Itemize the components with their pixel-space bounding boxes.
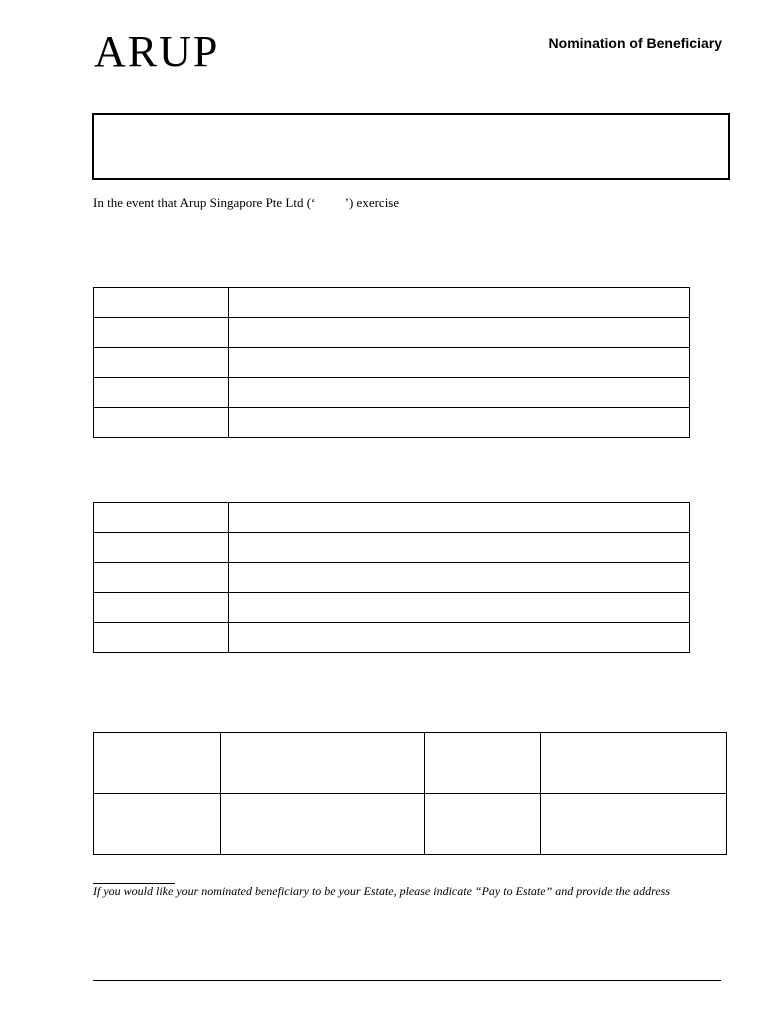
- table-label-cell: [94, 318, 229, 348]
- table-row: [94, 408, 690, 438]
- table-header-cell: [221, 733, 425, 794]
- details-table-1: [93, 287, 690, 438]
- table-label-cell: [94, 288, 229, 318]
- table-entry-cell[interactable]: [229, 318, 690, 348]
- details-table-2: [93, 502, 690, 653]
- beneficiary-table: [93, 732, 727, 855]
- table-header-cell: [541, 733, 727, 794]
- table-entry-cell[interactable]: [229, 378, 690, 408]
- footnote-text: If you would like your nominated beneficiary to be your Estate, please indicate “Pay to Estate” and provide the address: [93, 884, 671, 898]
- table-entry-cell[interactable]: [425, 794, 541, 855]
- table-entry-cell[interactable]: [221, 794, 425, 855]
- table-entry-cell[interactable]: [229, 533, 690, 563]
- table-row: [94, 533, 690, 563]
- table-entry-cell[interactable]: [229, 503, 690, 533]
- table-row: [94, 623, 690, 653]
- table-label-cell: [94, 348, 229, 378]
- table-label-cell: [94, 533, 229, 563]
- table-label-cell: [94, 593, 229, 623]
- table-entry-cell[interactable]: [229, 563, 690, 593]
- arup-logo: ARUP: [94, 27, 220, 76]
- table-entry-cell[interactable]: [229, 348, 690, 378]
- table-row: [94, 733, 727, 794]
- table-label-cell: [94, 378, 229, 408]
- table-row: [94, 794, 727, 855]
- table-row: [94, 378, 690, 408]
- table-entry-cell[interactable]: [229, 288, 690, 318]
- table-row: [94, 318, 690, 348]
- table-entry-cell[interactable]: [229, 623, 690, 653]
- header-box: [92, 113, 730, 180]
- table-label-cell: [94, 503, 229, 533]
- table-header-cell: [425, 733, 541, 794]
- table-entry-cell[interactable]: [229, 593, 690, 623]
- page-footer-rule: [93, 980, 721, 981]
- table-label-cell: [94, 623, 229, 653]
- document-title: Nomination of Beneficiary: [548, 35, 722, 51]
- table-entry-cell[interactable]: [229, 408, 690, 438]
- table-label-cell: [94, 563, 229, 593]
- table-row: [94, 348, 690, 378]
- table-row: [94, 593, 690, 623]
- intro-text: In the event that Arup Singapore Pte Ltd (‘ ’) exercise: [93, 195, 400, 210]
- table-label-cell: [94, 408, 229, 438]
- table-row: [94, 288, 690, 318]
- table-header-cell: [94, 733, 221, 794]
- table-entry-cell[interactable]: [541, 794, 727, 855]
- table-entry-cell[interactable]: [94, 794, 221, 855]
- table-row: [94, 563, 690, 593]
- table-row: [94, 503, 690, 533]
